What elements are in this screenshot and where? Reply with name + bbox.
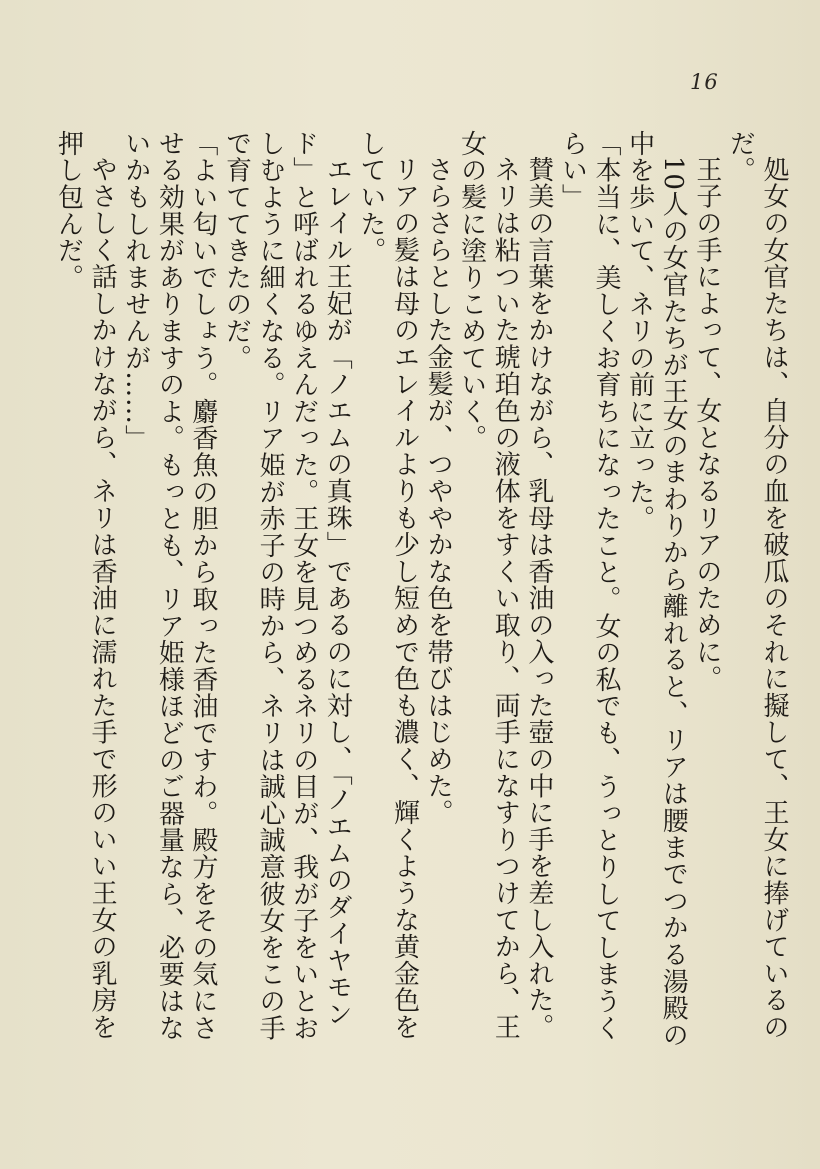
- paragraph-1: 処女の女官たちは、自分の血を破瓜のそれに擬して、王女に捧げているのだ。: [725, 130, 789, 1041]
- paragraph-4-dialogue: 「本当に、美しくお育ちになったこと。女の私でも、うっとりしてしまうくらい」: [557, 130, 622, 1042]
- page-number: 16: [690, 70, 719, 94]
- vertical-body-text: [53, 130, 790, 1060]
- paragraph-8: リアの髪は母のエレイルよりも少し短めで色も濃く、輝くような黄金色をしていた。: [355, 130, 420, 1041]
- paragraph-9: エレイル王妃が「ノエムの真珠」であるのに対し、「ノエムのダイヤモンド」と呼ばれるゆえんだった。王女を見つめるネリの目が、我が子をいとおしむように細くなる。リア姫が赤子の時から、ネリは誠心誠意彼女をこの手で育ててきたのだ。: [221, 130, 353, 1042]
- paragraph-2: 王子の手によって、女となるリアのために。: [691, 156, 722, 692]
- paragraph-3: 10人の女官たちが王女のまわりから離れると、リアは腰までつかる湯殿の中を歩いて、ネリの前に立った。: [624, 130, 689, 1049]
- paragraph-7: さらさらとした金髪が、つややかな色を帯びはじめた。: [423, 156, 454, 826]
- paragraph-10-dialogue: 「よい匂いでしょう。麝香魚の胆から取った香油ですわ。殿方をその気にさせる効果がありますのよ。もっとも、リア姫様ほどのご器量なら、必要はないかもしれませんが……」: [120, 130, 218, 1042]
- paragraph-5: 賛美の言葉をかけながら、乳母は香油の入った壺の中に手を差し入れた。: [523, 156, 554, 1041]
- paragraph-6: ネリは粘ついた琥珀色の液体をすくい取り、両手になすりつけてから、王女の髪に塗りこめていく。: [456, 130, 521, 1041]
- paragraph-11: やさしく話しかけながら、ネリは香油に濡れた手で形のいい王女の乳房を押し包んだ。: [53, 130, 118, 1041]
